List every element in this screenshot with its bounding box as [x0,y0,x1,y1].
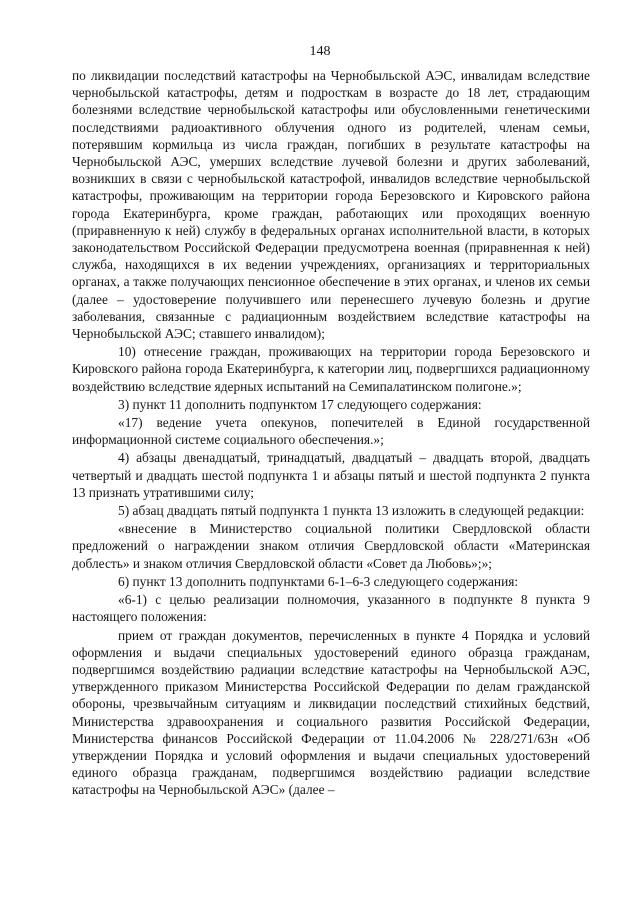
page-number: 148 [309,44,331,59]
paragraph-quote-6-1: «6-1) с целью реализации полномочия, указанного в подпункте 8 пункта 9 настоящего положения: [72,592,590,625]
paragraph-item-10: 10) отнесение граждан, проживающих на территории города Березовского и Кировского района города Екатеринбурга, к категории лиц, подвергшихся радиационному воздействию вследствие ядерных испытаний на Семипалатинском полигоне.»; [72,344,590,394]
paragraph-item-6: 6) пункт 13 дополнить подпунктами 6-1–6-3 следующего содержания: [118,573,519,589]
document-body [72,67,590,799]
paragraph-continuation: по ликвидации последствий катастрофы на Чернобыльской АЭС, инвалидам вследствие чернобыльской катастрофы, детям и подросткам в возрасте до 18 лет, страдающим болезнями вследствие чернобыльской катастрофы или обусловленными генетическими последствиями радиоактивного облучения одного из родителей, членам семьи, потерявшим кормильца из числа граждан, погибших в результате катастрофы на Чернобыльской АЭС, умерших вследствие лучевой болезни и других заболеваний, возникших в связи с чернобыльской катастрофой, инвалидов вследствие чернобыльской катастрофы, проживающим на территории города Березовского и Кировского района города Екатеринбурга, кроме граждан, работающих или проходящих военную (приравненную к ней) службу в федеральных органах исполнительной власти, в которых законодательством Российской Федерации предусмотрена военная (приравненная к ней) служба, находящихся в их ведении учреждениях, организациях и территориальных органах, а также получающих пенсионное обеспечение в этих органах, и членов их семьи (далее – удостоверение получившего или перенесшего лучевую болезнь и другие заболевания, связанные с радиационным воздействием вследствие катастрофы на Чернобыльской АЭС; ставшего инвалидом); [72,68,590,342]
paragraph-quote-award: «внесение в Министерство социальной политики Свердловской области предложений о награждении знаком отличия Свердловской области «Материнская доблесть» и знаком отличия Свердловской области «Совет да Любовь»;»; [72,521,590,571]
paragraph-documents: прием от граждан документов, перечисленных в пункте 4 Порядка и условий оформления и выдачи специальных удостоверений единого образца гражданам, подвергшимся воздействию радиации вследствие катастрофы на Чернобыльской АЭС, утвержденного приказом Министерства Российской Федерации по делам гражданской обороны, чрезвычайным ситуациям и ликвидации последствий стихийных бедствий, Министерства здравоохранения и социального развития Российской Федерации, Министерства финансов Российской Федерации от 11.04.2006 № 228/271/63н «Об утверждении Порядка и условий оформления и выдачи специальных удостоверений единого образца гражданам, подвергшимся воздействию радиации вследствие катастрофы на Чернобыльской АЭС» (далее – [72,627,590,798]
paragraph-item-4: 4) абзацы двенадцатый, тринадцатый, двадцатый – двадцать второй, двадцать четвертый и двадцать шестой подпункта 1 и абзацы пятый и шестой подпункта 2 пункта 13 признать утратившими силу; [72,450,590,500]
paragraph-item-3: 3) пункт 11 дополнить подпунктом 17 следующего содержания: [118,396,482,412]
paragraph-item-5: 5) абзац двадцать пятый подпункта 1 пункта 13 изложить в следующей редакции: [118,503,585,519]
paragraph-quote-17: «17) ведение учета опекунов, попечителей в Единой государственной информационной системе социального обеспечения.»; [72,415,590,448]
